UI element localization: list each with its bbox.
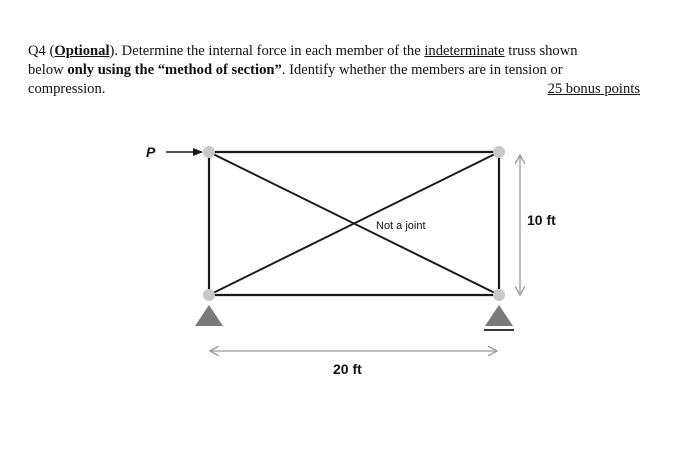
joint-top-left bbox=[203, 146, 215, 158]
question-text-part: ). Determine the internal force in each member of the bbox=[109, 43, 425, 59]
question-text-part: truss shown bbox=[504, 43, 578, 59]
indeterminate-word: indeterminate bbox=[424, 43, 505, 59]
question-text-part: . Identify whether the members are in tension or bbox=[281, 62, 563, 78]
optional-label: Optional bbox=[54, 43, 110, 59]
method-of-section-phrase: only using the “method of section” bbox=[67, 62, 282, 78]
question-text-part: below bbox=[28, 62, 68, 78]
not-a-joint-label: Not a joint bbox=[376, 220, 426, 232]
question-prefix: Q4 ( bbox=[28, 43, 55, 59]
joint-top-right bbox=[493, 146, 505, 158]
load-label: P bbox=[146, 144, 156, 160]
height-dimension-label: 10 ft bbox=[527, 212, 556, 228]
joint-bottom-right bbox=[493, 289, 505, 301]
right-support bbox=[485, 305, 513, 326]
width-dimension-label: 20 ft bbox=[333, 361, 362, 377]
joint-bottom-left bbox=[203, 289, 215, 301]
question-text-part: compression. bbox=[28, 81, 106, 97]
left-support bbox=[195, 305, 223, 326]
bonus-points-label: 25 bonus points bbox=[547, 81, 640, 97]
